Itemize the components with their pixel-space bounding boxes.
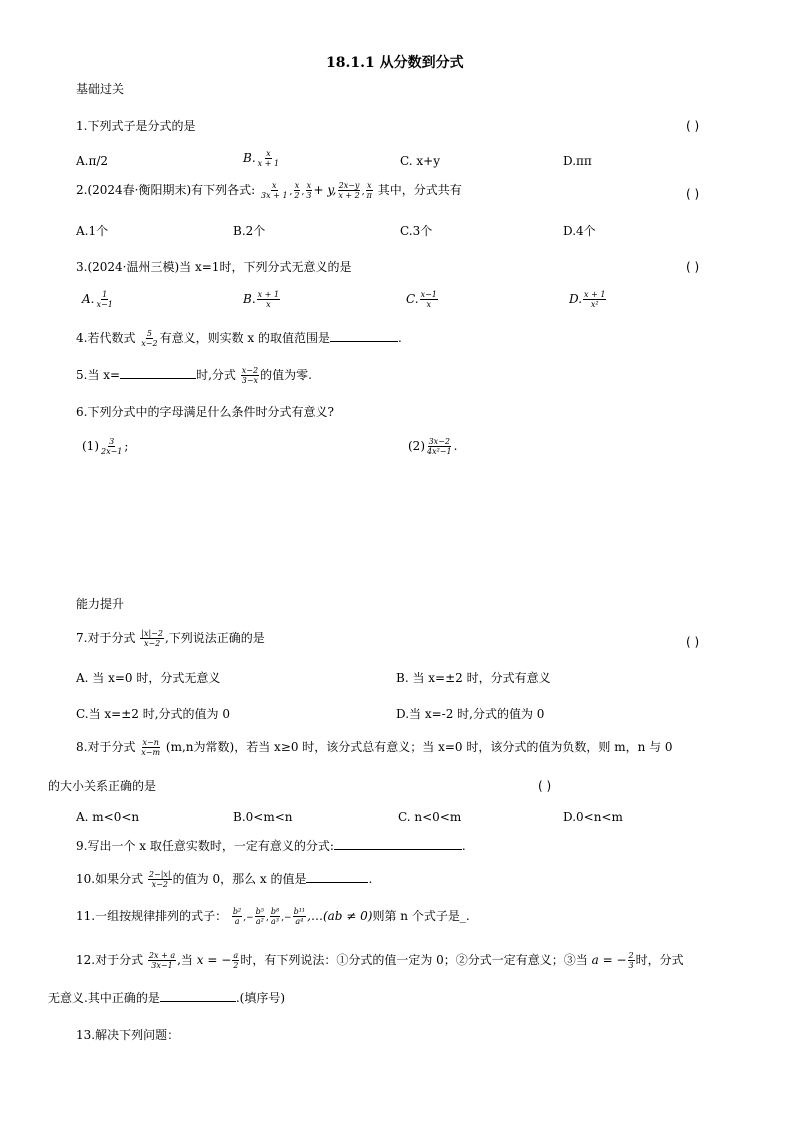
q4 (76, 329, 402, 348)
q6-p1-end: ; (124, 439, 129, 453)
q12-xeq: x = − (196, 953, 232, 967)
q2-stem-post: 其中，分式共有 (377, 183, 462, 197)
q6-p2-end: . (453, 439, 458, 453)
page-title: 18.1.1 从分数到分式 (326, 55, 464, 71)
q9 (76, 838, 466, 854)
q3-c-num: x−1 (420, 290, 437, 299)
section-advanced: 能力提升 (76, 597, 125, 611)
q5-fraction (241, 366, 259, 385)
q10-end: . (368, 872, 373, 886)
q3-option-c (406, 290, 439, 309)
q5-mid: 时,分式 (196, 368, 236, 382)
q11-t1-num: b² (232, 907, 242, 916)
q12-x-fraction (232, 951, 239, 970)
q3-c-fraction (420, 290, 438, 309)
q9-end: . (461, 839, 466, 853)
q11-term-3 (270, 907, 280, 926)
q7-stem (76, 629, 265, 648)
q2-e5-num: 2x−y (338, 181, 360, 190)
q3-option-a (82, 290, 115, 309)
q3-d-fraction (583, 290, 606, 309)
q2-expr-3 (305, 181, 312, 200)
q3-a-num: 1 (102, 290, 108, 299)
q1-stem: 1.下列式子是分式的是 (76, 119, 196, 133)
q8-den: x−m (141, 748, 161, 757)
q8-line-2: 的大小关系正确的是 (48, 779, 157, 793)
q6-p1-label: (1) (82, 439, 99, 453)
q6-p1-den: 2x−1 (101, 447, 123, 456)
q2-e2-den: 2 (294, 191, 300, 200)
q2-e6-den: π (366, 191, 372, 200)
q6-p1-num: 3 (109, 437, 115, 446)
q7-fraction (140, 629, 164, 648)
q7-den: x−2 (143, 639, 161, 648)
q2-option-c: C.3个 (400, 224, 433, 238)
q6-p2-label: (2) (408, 439, 425, 453)
q3-answer-paren: ( ) (686, 260, 700, 274)
q10-den: x−2 (151, 880, 168, 889)
q8-stem (76, 738, 673, 757)
q2-e6-num: x (366, 181, 372, 190)
q5-pre: 5.当 x= (76, 368, 121, 382)
q3-d-label: D. (569, 292, 583, 306)
q4-post: 有意义，则实数 x 的取值范围是 (159, 331, 330, 345)
q7-option-d: D.当 x=-2 时,分式的值为 0 (396, 707, 545, 721)
q12-pre: 12.对于分式 (76, 953, 144, 967)
q3-d-den: x² (590, 300, 599, 309)
q10-fraction (148, 870, 172, 889)
q3-a-label: A. (82, 292, 95, 306)
q6-p2-fraction (426, 437, 453, 456)
q7-option-b: B. 当 x=±2 时，分式有意义 (396, 671, 551, 685)
q8-option-c: C. n<0<m (398, 810, 462, 824)
q8-fraction (140, 738, 161, 757)
q4-end: . (398, 331, 402, 345)
q12-line2-post: .(填序号) (235, 991, 286, 1005)
q2-expr-6 (366, 181, 373, 200)
q2-stem-pre: 2.(2024春·衡阳期末)有下列各式: (76, 183, 256, 197)
q12-den: 3x−1 (151, 961, 173, 970)
q3-b-fraction (257, 290, 280, 309)
q1-answer-paren: ( ) (686, 119, 700, 133)
q1-option-c: C. x+y (400, 154, 440, 168)
q8-option-d: D.0<n<m (563, 810, 623, 824)
q3-b-label: B. (243, 292, 256, 306)
q11-t3-num: b⁸ (270, 907, 280, 916)
q4-den: x−2 (141, 339, 158, 348)
q4-answer-blank[interactable] (330, 331, 398, 342)
q10-answer-blank[interactable] (306, 872, 368, 883)
q2-expr-1 (260, 181, 288, 200)
q8-num: x−n (142, 738, 159, 747)
section-basic: 基础过关 (76, 82, 125, 96)
q2-e1-num: x (272, 181, 277, 190)
q12-answer-blank[interactable] (160, 991, 236, 1002)
q11-t1-den: a (234, 917, 240, 926)
q11-pre: 11.一组按规律排列的式子： (76, 909, 228, 923)
q2-stem: 2.(2024春·衡阳期末)有下列各式: $\frac{x}{3x + 1}$ , $\frac{x}{2}$ , $\frac{x}{3}$ + y, $\frac{2x-y}{x + 2}$ , $\frac{x}{\pi}$ 其中，分式共有 (76, 181, 462, 200)
q2-expr-4: + y, (313, 183, 337, 197)
q11-term-2 (255, 907, 265, 926)
q5-num: x−2 (241, 366, 259, 375)
q11-t3-den: a³ (271, 917, 280, 926)
q12-x-den: 2 (233, 961, 239, 970)
q8-answer-paren: ( ) (538, 779, 552, 793)
q2-option-d: D.4个 (563, 224, 596, 238)
q7-option-c: C.当 x=±2 时,分式的值为 0 (76, 707, 230, 721)
q2-e2-num: x (294, 181, 300, 190)
q8-pre: 8.对于分式 (76, 740, 136, 754)
q3-stem: 3.(2024·温州三模)当 x=1时，下列分式无意义的是 (76, 260, 352, 274)
q12-a-num: 2 (628, 951, 634, 960)
q11-term-1 (232, 907, 242, 926)
q6-p2-den: 4x²−1 (427, 447, 452, 456)
q11-t4-den: a⁴ (295, 917, 304, 926)
q10 (76, 870, 372, 889)
q12-x-num: a (233, 951, 239, 960)
q2-option-a: A.1个 (76, 224, 109, 238)
q5-post: 的值为零. (260, 368, 312, 382)
q9-pre: 9.写出一个 x 取任意实数时，一定有意义的分式: (76, 839, 334, 853)
q2-e5-den: x + 2 (338, 191, 360, 200)
q2-e3-den: 3 (306, 191, 312, 200)
q3-a-den: x−1 (96, 300, 113, 309)
q10-post: 的值为 0，那么 x 的值是 (172, 872, 307, 886)
q5 (76, 366, 312, 385)
q1-b-label: B. (243, 151, 256, 165)
q9-answer-blank[interactable] (334, 839, 462, 850)
q13-stem: 13.解决下列问题： (76, 1028, 180, 1042)
q1-option-a: A.π/2 (76, 154, 109, 168)
q12-fraction (148, 951, 176, 970)
q1-b-fraction (257, 149, 280, 168)
q3-a-fraction (95, 290, 113, 309)
q2-e1-den: 3x + 1 (261, 191, 288, 200)
q2-e3-num: x (306, 181, 312, 190)
q12-a-den: 3 (628, 961, 634, 970)
q10-num: 2−|x| (148, 870, 171, 879)
q7-answer-paren: ( ) (686, 635, 700, 649)
q11-t2-den: a² (255, 917, 264, 926)
q3-d-num: x + 1 (584, 290, 606, 299)
q8-post: (m,n为常数)，若当 x≥0 时，该分式总有意义；当 x=0 时，该分式的值为负数，则 m，n 与 0 (165, 740, 673, 754)
q3-b-num: x + 1 (257, 290, 280, 299)
q11-mid: ,…(ab ≠ 0) (307, 909, 373, 923)
q12-line-1 (76, 951, 684, 970)
q12-line-2 (48, 990, 285, 1006)
q12-mid3: 时，分式 (635, 953, 684, 967)
q12-line2-pre: 无意义.其中正确的是 (48, 991, 160, 1005)
q1-b-den: x + 1 (257, 159, 280, 168)
q2-option-b: B.2个 (233, 224, 266, 238)
q12-num: 2x + a (148, 951, 176, 960)
q1-b-num: x (266, 149, 271, 158)
q1-option-d: D.ππ (563, 154, 592, 168)
q4-pre: 4.若代数式 (76, 331, 136, 345)
q12-aeq: a = − (591, 953, 627, 967)
q4-num: 5 (146, 329, 152, 338)
q2-expr-2 (293, 181, 300, 200)
q6-p1-fraction (100, 437, 123, 456)
q2-expr-5 (337, 181, 360, 200)
q6-p2-num: 3x−2 (428, 437, 450, 446)
q11-term-4 (293, 907, 307, 926)
q7-pre: 7.对于分式 (76, 631, 136, 645)
q7-post: ,下列说法正确的是 (164, 631, 265, 645)
q12-a-fraction (628, 951, 635, 970)
q7-option-a: A. 当 x=0 时，分式无意义 (76, 671, 221, 685)
q8-option-b: B.0<m<n (233, 810, 293, 824)
q3-c-den: x (426, 300, 431, 309)
q7-num: |x|−2 (141, 629, 163, 638)
q6-part-2 (408, 437, 457, 456)
q6-part-1 (82, 437, 128, 456)
q11-t4-num: b¹¹ (293, 907, 306, 916)
q1-option-b (243, 149, 281, 168)
q3-c-label: C. (406, 292, 419, 306)
q3-option-b (243, 290, 281, 309)
q11-t2-num: b⁵ (255, 907, 264, 916)
q5-den: 3−x (241, 376, 259, 385)
q3-b-den: x (266, 300, 271, 309)
q2-answer-paren: ( ) (686, 187, 700, 201)
q8-option-a: A. m<0<n (76, 810, 140, 824)
q11: 11.一组按规律排列的式子： $\frac{\text{b²}}{a}$ ,− $\frac{\text{b⁵}}{\text{a²}}$ , $\frac{\text{b⁸}}{\text{a³}}$ ,− $\frac{\text{b¹¹}}{\text{a⁴}}$ ,…(ab ≠ 0)则第 n 个式子是_. (76, 907, 470, 926)
q6-stem: 6.下列分式中的字母满足什么条件时分式有意义? (76, 405, 334, 419)
q5-answer-blank[interactable] (120, 368, 196, 379)
q3-option-d (569, 290, 607, 309)
q10-pre: 10.如果分式 (76, 872, 144, 886)
q11-post: 则第 n 个式子是_. (372, 909, 470, 923)
q4-fraction (140, 329, 158, 348)
q12-mid1: ,当 (177, 953, 193, 967)
q12-mid2: 时，有下列说法：①分式的值一定为 0；②分式一定有意义；③当 (240, 953, 588, 967)
